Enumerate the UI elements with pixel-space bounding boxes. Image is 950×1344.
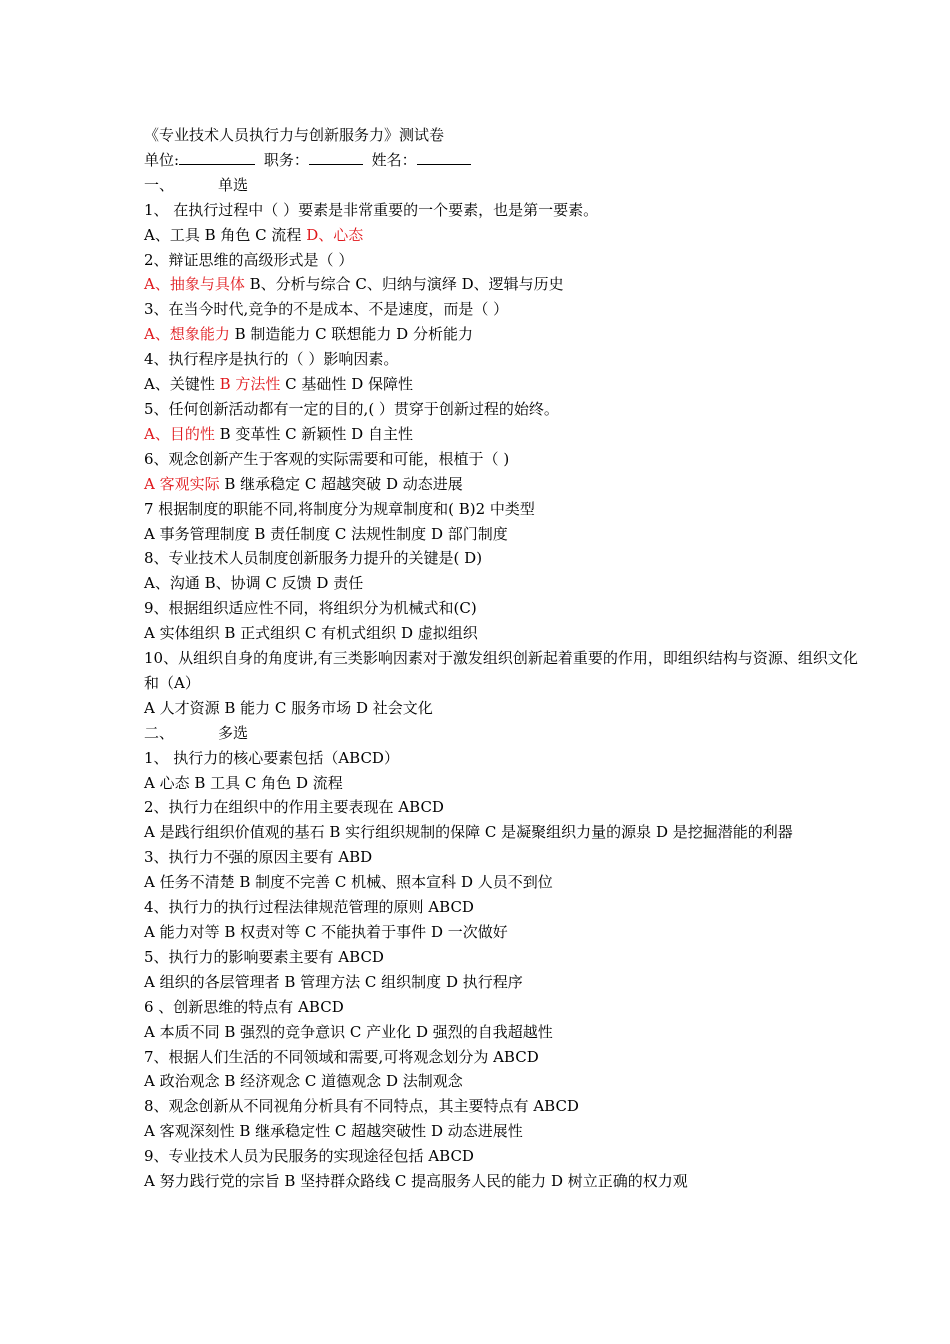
position-blank	[309, 149, 363, 165]
options	[144, 472, 864, 497]
section-number: 二、	[144, 723, 175, 742]
options: A 政治观念 B 经济观念 C 道德观念 D 法制观念	[144, 1072, 463, 1091]
header-fields	[144, 148, 864, 173]
option-text: B 继承稳定 C 超越突破 D 动态进展	[219, 474, 463, 493]
options: A 事务管理制度 B 责任制度 C 法规性制度 D 部门制度	[144, 524, 508, 543]
question: 5、执行力的影响要素主要有 ABCD	[144, 947, 384, 966]
options: A 任务不清楚 B 制度不完善 C 机械、照本宣科 D 人员不到位	[144, 873, 553, 892]
option-text: A、关键性	[144, 375, 220, 394]
section-title: 单选	[218, 175, 249, 194]
options: A 是践行组织价值观的基石 B 实行组织规制的保障 C 是凝聚组织力量的源泉 D 是挖掘潜能的利器	[144, 823, 793, 842]
question: 4、执行程序是执行的（ ）影响因素。	[144, 350, 399, 369]
section-heading-multiple-choice	[144, 721, 864, 746]
option-text: A、工具 B 角色 C 流程	[144, 225, 307, 244]
options: A 本质不同 B 强烈的竞争意识 C 产业化 D 强烈的自我超越性	[144, 1022, 553, 1041]
question: 9、专业技术人员为民服务的实现途径包括 ABCD	[144, 1147, 474, 1166]
question: 2、执行力在组织中的作用主要表现在 ABCD	[144, 798, 444, 817]
options: A 实体组织 B 正式组织 C 有机式组织 D 虚拟组织	[144, 624, 478, 643]
options: A 心态 B 工具 C 角色 D 流程	[144, 773, 343, 792]
name-blank	[417, 149, 471, 165]
answer-highlight: B 方法性	[219, 375, 281, 394]
section-number: 一、	[144, 175, 175, 194]
options: A 客观深刻性 B 继承稳定性 C 超越突破性 D 动态进展性	[144, 1122, 523, 1141]
options	[144, 422, 864, 447]
question: 3、在当今时代,竞争的不是成本、不是速度，而是（ ）	[144, 300, 509, 319]
options	[144, 272, 864, 297]
question: 3、执行力不强的原因主要有 ABD	[144, 848, 373, 867]
question: 7、根据人们生活的不同领域和需要,可将观念划分为 ABCD	[144, 1047, 539, 1066]
answer-highlight: A 客观实际	[144, 474, 220, 493]
question: 6、观念创新产生于客观的实际需要和可能，根植于（ )	[144, 449, 510, 468]
unit-blank	[179, 149, 255, 165]
question: 8、观念创新从不同视角分析具有不同特点，其主要特点有 ABCD	[144, 1097, 579, 1116]
option-text: B、分析与综合 C、归纳与演绎 D、逻辑与历史	[244, 275, 564, 294]
options: A 组织的各层管理者 B 管理方法 C 组织制度 D 执行程序	[144, 972, 523, 991]
options	[144, 322, 864, 347]
question: 4、执行力的执行过程法律规范管理的原则 ABCD	[144, 898, 474, 917]
options	[144, 223, 864, 248]
option-text: C 基础性 D 保障性	[280, 375, 413, 394]
document-title: 《专业技术人员执行力与创新服务力》测试卷	[144, 126, 445, 144]
question: 2、辩证思维的高级形式是（ ）	[144, 250, 354, 269]
section-title: 多选	[218, 723, 249, 742]
option-text: B 制造能力 C 联想能力 D 分析能力	[229, 325, 473, 344]
unit-label: 单位:	[144, 150, 180, 169]
position-label: 职务：	[263, 150, 309, 169]
options: A 人才资源 B 能力 C 服务市场 D 社会文化	[144, 698, 433, 717]
question: 1、 执行力的核心要素包括（ABCD）	[144, 748, 399, 767]
answer-highlight: D、心态	[306, 225, 364, 244]
question: 7 根据制度的职能不同,将制度分为规章制度和( B)2 中类型	[144, 499, 535, 518]
answer-highlight: A、抽象与具体	[144, 275, 245, 294]
question: 6 、创新思维的特点有 ABCD	[144, 997, 344, 1016]
answer-highlight: A、目的性	[144, 424, 215, 443]
options: A 努力践行党的宗旨 B 坚持群众路线 C 提高服务人民的能力 D 树立正确的权力观	[144, 1172, 688, 1191]
name-label: 姓名：	[371, 150, 417, 169]
options: A、沟通 B、协调 C 反馈 D 责任	[144, 574, 364, 593]
option-text: B 变革性 C 新颖性 D 自主性	[214, 424, 413, 443]
options	[144, 372, 864, 397]
question: 5、任何创新活动都有一定的目的,( ）贯穿于创新过程的始终。	[144, 399, 559, 418]
question: 1、 在执行过程中（ ）要素是非常重要的一个要素，也是第一要素。	[144, 200, 599, 219]
answer-highlight: A、想象能力	[144, 325, 230, 344]
section-heading-single-choice	[144, 173, 864, 198]
question: 10、从组织自身的角度讲,有三类影响因素对于激发组织创新起着重要的作用，即组织结构与资源、组织文化和（A）	[144, 649, 858, 692]
options: A 能力对等 B 权责对等 C 不能执着于事件 D 一次做好	[144, 923, 508, 941]
question: 8、专业技术人员制度创新服务力提升的关键是( D)	[144, 549, 483, 568]
exam-document	[144, 123, 864, 1194]
question: 9、根据组织适应性不同，将组织分为机械式和(C)	[144, 599, 477, 618]
